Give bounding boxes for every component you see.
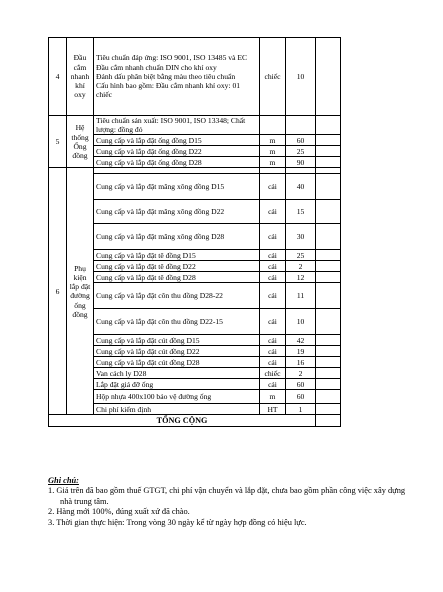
unit-cell: chiếc xyxy=(260,38,286,116)
total-label-cell: TỔNG CỘNG xyxy=(49,415,316,427)
empty-cell xyxy=(316,346,341,357)
quantity-cell: 1 xyxy=(286,404,316,415)
unit-cell: m xyxy=(260,390,286,404)
empty-cell xyxy=(316,283,341,309)
quantity-cell: 25 xyxy=(286,250,316,261)
description-cell: Cung cấp và lắp đặt ống đồng D15 xyxy=(94,135,260,146)
unit-cell: cái xyxy=(260,200,286,224)
unit-cell: cái xyxy=(260,261,286,272)
quantity-cell: 16 xyxy=(286,357,316,368)
description-cell: Cung cấp và lắp đặt tê đồng D22 xyxy=(94,261,260,272)
description-cell: Cung cấp và lắp đặt tê đồng D28 xyxy=(94,272,260,283)
quantity-cell xyxy=(286,116,316,135)
empty-cell xyxy=(316,250,341,261)
empty-cell xyxy=(316,335,341,346)
empty-cell xyxy=(316,38,341,116)
description-cell: Cung cấp và lắp đặt ống đồng D22 xyxy=(94,146,260,157)
unit-cell: HT xyxy=(260,404,286,415)
quantity-cell: 60 xyxy=(286,390,316,404)
description-cell: Lắp đặt giá đỡ ống xyxy=(94,379,260,390)
notes-title: Ghi chú: xyxy=(48,476,79,485)
description-cell: Van cách ly D28 xyxy=(94,368,260,379)
total-value-cell xyxy=(316,415,341,427)
unit-cell: cái xyxy=(260,346,286,357)
unit-cell: cái xyxy=(260,250,286,261)
quantity-cell: 30 xyxy=(286,224,316,250)
quantity-cell: 42 xyxy=(286,335,316,346)
unit-cell xyxy=(260,116,286,135)
empty-cell xyxy=(316,261,341,272)
item-number-cell: 6 xyxy=(49,168,67,415)
empty-cell xyxy=(316,116,341,135)
table-row xyxy=(49,38,341,116)
quantity-cell: 2 xyxy=(286,368,316,379)
description-cell: Cung cấp và lắp đặt cút đồng D22 xyxy=(94,346,260,357)
description-cell: Cung cấp và lắp đặt cút đồng D28 xyxy=(94,357,260,368)
quantity-cell: 60 xyxy=(286,135,316,146)
quantity-cell: 40 xyxy=(286,174,316,200)
quantity-cell: 60 xyxy=(286,379,316,390)
quantity-cell: 90 xyxy=(286,157,316,168)
unit-cell: cái xyxy=(260,174,286,200)
quotation-table xyxy=(48,37,341,427)
empty-cell xyxy=(316,135,341,146)
empty-cell xyxy=(316,404,341,415)
unit-cell: chiếc xyxy=(260,368,286,379)
empty-cell xyxy=(316,368,341,379)
note-item-2: 2. Hàng mới 100%, đúng xuất xứ đã chào. xyxy=(48,507,190,517)
quotation-table-body xyxy=(49,38,341,427)
unit-cell: cái xyxy=(260,357,286,368)
quantity-cell: 25 xyxy=(286,146,316,157)
notes-section xyxy=(48,476,408,528)
quantity-cell: 15 xyxy=(286,200,316,224)
description-cell: Hộp nhựa 400x100 bảo vệ đường ống xyxy=(94,390,260,404)
quantity-cell: 10 xyxy=(286,309,316,335)
description-cell: Cung cấp và lắp đặt côn thu đồng D22-15 xyxy=(94,309,260,335)
item-name-cell: Phụ kiện lắp đặt đường ống đồng xyxy=(67,168,94,415)
unit-cell: cái xyxy=(260,272,286,283)
unit-cell: m xyxy=(260,157,286,168)
empty-cell xyxy=(316,200,341,224)
description-cell: Cung cấp và lắp đặt măng xông đồng D15 xyxy=(94,174,260,200)
note-item-1: 1. Giá trên đã bao gồm thuế GTGT, chi phí vận chuyển và lắp đặt, chưa bao gồm phần công việc xây dựng nhà trung tâm. xyxy=(48,486,406,506)
empty-cell xyxy=(316,157,341,168)
unit-cell: m xyxy=(260,146,286,157)
description-cell: Cung cấp và lắp đặt tê đồng D15 xyxy=(94,250,260,261)
description-cell: Cung cấp và lắp đặt ống đồng D28 xyxy=(94,157,260,168)
table-row xyxy=(49,116,341,135)
item-number-cell: 4 xyxy=(49,38,67,116)
quantity-cell: 2 xyxy=(286,261,316,272)
description-cell: Chi phí kiểm định xyxy=(94,404,260,415)
item-number-cell: 5 xyxy=(49,116,67,168)
unit-cell: cái xyxy=(260,283,286,309)
quantity-cell: 11 xyxy=(286,283,316,309)
empty-cell xyxy=(316,309,341,335)
description-cell: Cung cấp và lắp đặt măng xông đồng D28 xyxy=(94,224,260,250)
description-cell: Cung cấp và lắp đặt côn thu đồng D28-22 xyxy=(94,283,260,309)
empty-cell xyxy=(316,224,341,250)
quantity-cell: 19 xyxy=(286,346,316,357)
item-name-cell: Đầu cắm nhanh khí oxy xyxy=(67,38,94,116)
description-cell: Cung cấp và lắp đặt măng xông đồng D22 xyxy=(94,200,260,224)
item-name-cell: Hệ thống Ống đồng xyxy=(67,116,94,168)
total-row xyxy=(49,415,341,427)
description-cell: Tiêu chuẩn sản xuất: ISO 9001, ISO 13348; Chất lượng: đồng đỏ xyxy=(94,116,260,135)
unit-cell: cái xyxy=(260,309,286,335)
unit-cell: cái xyxy=(260,224,286,250)
note-item-3: 3. Thời gian thực hiện: Trong vòng 30 ngày kể từ ngày hợp đồng có hiệu lực. xyxy=(48,517,307,527)
empty-cell xyxy=(316,174,341,200)
empty-cell xyxy=(316,272,341,283)
description-cell: Cung cấp và lắp đặt cút đồng D15 xyxy=(94,335,260,346)
description-cell: Tiêu chuẩn đáp ứng: ISO 9001, ISO 13485 và EC Đầu cắm nhanh chuẩn DIN cho khí oxy Đánh dấu phân biệt bằng màu theo tiêu chuẩn Cấu hình bao gồm: Đầu cắm nhanh khí oxy: 01 chiếc xyxy=(94,38,260,116)
quantity-cell: 10 xyxy=(286,38,316,116)
empty-cell xyxy=(316,357,341,368)
empty-cell xyxy=(316,390,341,404)
empty-cell xyxy=(316,379,341,390)
quantity-cell: 12 xyxy=(286,272,316,283)
unit-cell: cái xyxy=(260,335,286,346)
empty-cell xyxy=(316,146,341,157)
unit-cell: m xyxy=(260,135,286,146)
unit-cell: cái xyxy=(260,379,286,390)
